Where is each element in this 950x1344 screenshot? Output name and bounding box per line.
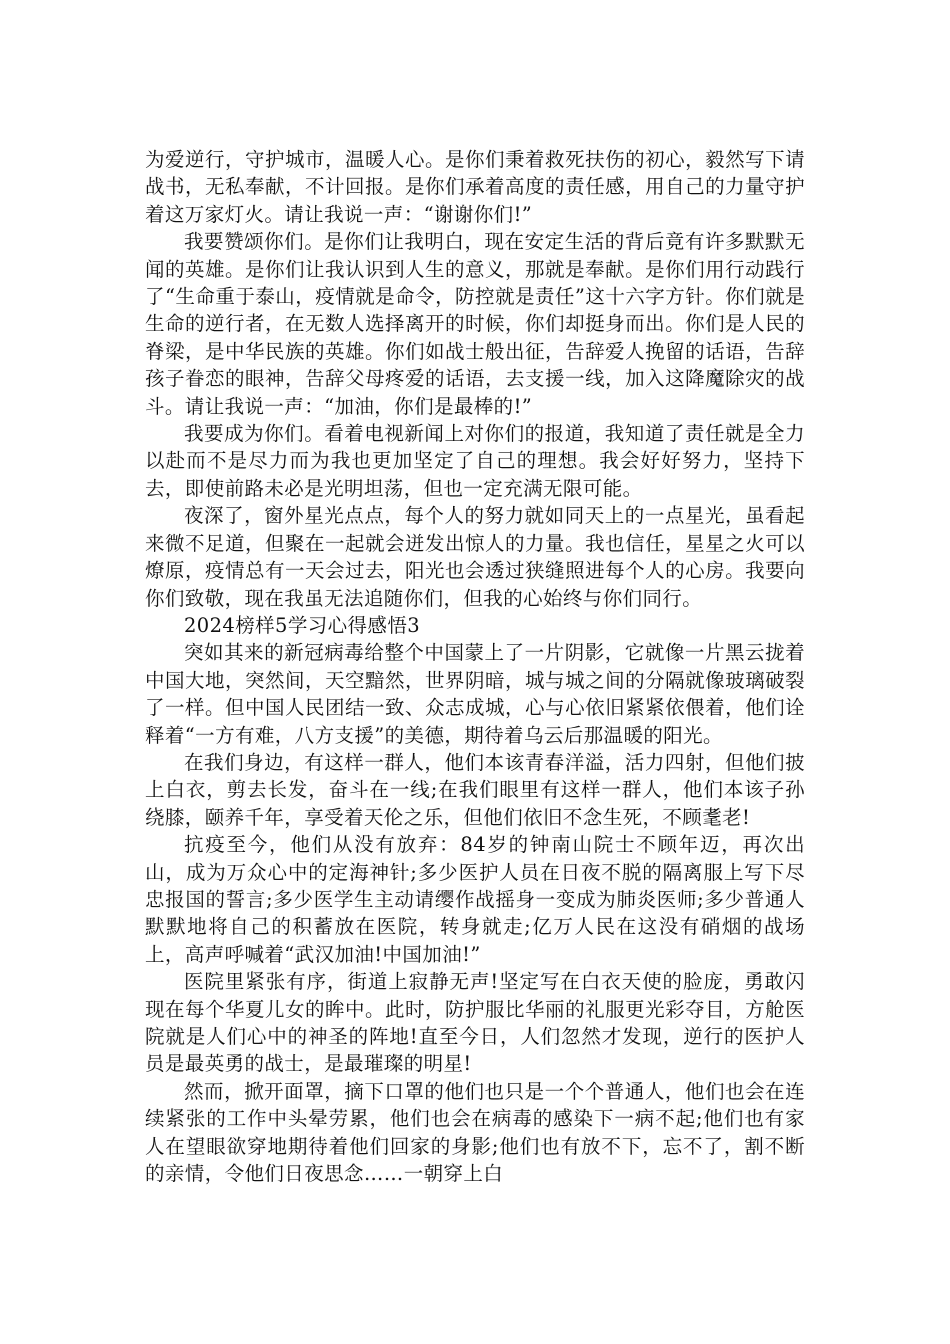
document-body (145, 146, 805, 1187)
paragraph-9: 然而，掀开面罩，摘下口罩的他们也只是一个个普通人，他们也会在连续紧张的工作中头晕劳累，他们也会在病毒的感染下一病不起;他们也有家人在望眼欲穿地期待着他们回家的身影;他们也有放不下，忘不了，割不断的亲情，令他们日夜思念……一朝穿上白 (145, 1079, 805, 1186)
paragraph-1: 为爱逆行，守护城市，温暖人心。是你们秉着救死扶伤的初心，毅然写下请战书，无私奉献，不计回报。是你们承着高度的责任感，用自己的力量守护着这万家灯火。请让我说一声：“谢谢你们!” (145, 148, 805, 226)
paragraph-5: 突如其来的新冠病毒给整个中国蒙上了一片阴影，它就像一片黑云拢着中国大地，突然间，天空黯然，世界阴暗，城与城之间的分隔就像玻璃破裂了一样。但中国人民团结一致、众志成城，心与心依旧紧紧依偎着，他们诠释着“一方有难，八方支援”的美德，期待着乌云后那温暖的阳光。 (145, 641, 805, 747)
paragraph-7: 抗疫至今，他们从没有放弃：84岁的钟南山院士不顾年迈，再次出山，成为万众心中的定海神针;多少医护人员在日夜不脱的隔离服上写下尽忠报国的誓言;多少医学生主动请缨作战摇身一变成为肺炎医师;多少普通人默默地将自己的积蓄放在医院，转身就走;亿万人民在这没有硝烟的战场上，高声呼喊着“武汉加油!中国加油!” (145, 833, 805, 966)
paragraph-6: 在我们身边，有这样一群人，他们本该青春洋溢，活力四射，但他们披上白衣，剪去长发，奋斗在一线;在我们眼里有这样一群人，他们本该子孙绕膝，颐养千年，享受着天伦之乐，但他们依旧不念生死，不顾耄老! (145, 750, 805, 829)
paragraph-8: 医院里紧张有序，街道上寂静无声!坚定写在白衣天使的脸庞，勇敢闪现在每个华夏儿女的眸中。此时，防护服比华丽的礼服更光彩夺目，方舱医院就是人们心中的神圣的阵地!直至今日，人们忽然才发现，逆行的医护人员是最英勇的战士，是最璀璨的明星! (145, 970, 805, 1076)
section-heading: 2024榜样5学习心得感悟3 (184, 613, 421, 637)
paragraph-2: 我要赞颂你们。是你们让我明白，现在安定生活的背后竟有许多默默无闻的英雄。是你们让我认识到人生的意义，那就是奉献。是你们用行动践行了“生命重于泰山，疫情就是命令，防控就是责任”这十六字方针。你们就是生命的逆行者，在无数人选择离开的时候，你们却挺身而出。你们是人民的脊梁，是中华民族的英雄。你们如战士般出征，告辞爱人挽留的话语，告辞孩子眷恋的眼神，告辞父母疼爱的话语，去支援一线，加入这降魔除灾的战斗。请让我说一声：“加油，你们是最棒的!” (145, 230, 805, 418)
paragraph-4: 夜深了，窗外星光点点，每个人的努力就如同天上的一点星光，虽看起来微不足道，但聚在一起就会迸发出惊人的力量。我也信任，星星之火可以燎原，疫情总有一天会过去，阳光也会透过狭缝照进每个人的心房。我要向你们致敬，现在我虽无法追随你们，但我的心始终与你们同行。 (145, 504, 805, 610)
paragraph-3: 我要成为你们。看着电视新闻上对你们的报道，我知道了责任就是全力以赴而不是尽力而为我也更加坚定了自己的理想。我会好好努力，坚持下去，即使前路未必是光明坦荡，但也一定充满无限可能。 (145, 422, 805, 500)
